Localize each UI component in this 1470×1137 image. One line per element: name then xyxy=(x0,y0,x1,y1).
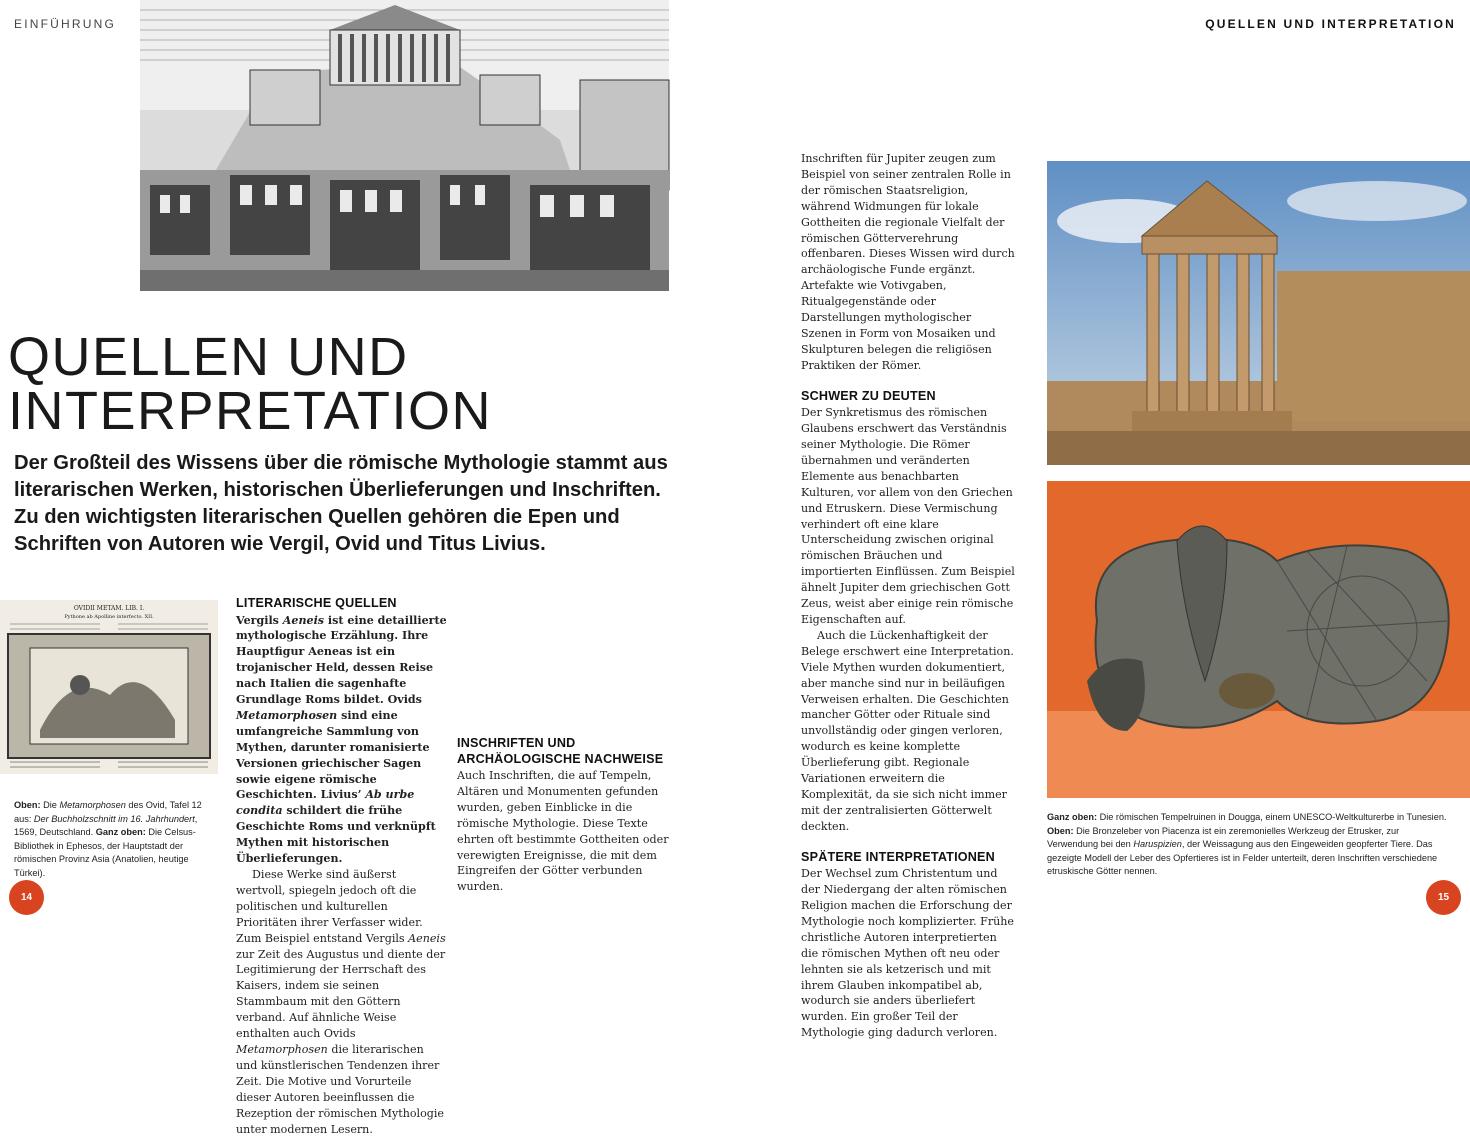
literarische-paragraph-1 xyxy=(236,613,448,868)
page-number-right: 15 xyxy=(1426,880,1461,915)
woodcut-subheader: Pythone ab Apolline interfecto. XII. xyxy=(64,614,154,620)
caption-text: Die Bronzeleber von Piacenza ist ein zeremonielles Werkzeug der Etrusker, zur Verwendung bei den xyxy=(1047,825,1400,849)
page-title-line2: INTERPRETATION xyxy=(8,381,493,441)
caption-left xyxy=(14,799,220,880)
text-run: ist eine detaillierte mythologische Erzählung. Ihre Hauptfigur Aeneas ist ein trojanischer Held, dessen Reise nach Italien die sagenhafte Grundlage Roms bildet. Ovids xyxy=(236,613,447,707)
caption-emphasis: Haruspizien xyxy=(1133,839,1182,849)
page-title-line1: QUELLEN UND xyxy=(8,327,409,387)
heading-inschriften: INSCHRIFTEN UND ARCHÄOLOGISCHE NACHWEISE xyxy=(457,736,664,766)
title-emphasis: Ab urbe condita xyxy=(236,788,415,818)
title-emphasis: Aeneis xyxy=(282,613,325,627)
caption-label: Oben: xyxy=(14,800,41,810)
column-3 xyxy=(801,151,1015,1041)
heading-spaetere-interpretationen: SPÄTERE INTERPRETATIONEN xyxy=(801,849,995,864)
caption-text: Die römischen Tempelruinen in Dougga, einem UNESCO-Weltkulturerbe in Tunesien. xyxy=(1097,812,1447,822)
caption-emphasis: Metamorphosen xyxy=(59,800,126,810)
spaetere-paragraph-1: Der Wechsel zum Christentum und der Niedergang der alten römischen Religion machen die Erforschung der Mythologie noch komplizierter. Frühe christliche Autoren interpretierten die römischen Mythen oft neu oder lehnten sie als ketzerisch und mit ihrem Glauben inkompatibel ab, wodurch sie anders überliefert wurden. Ein großer Teil der Mythologie ging dadurch verloren. xyxy=(801,867,1014,1040)
schwer-paragraph-1: Der Synkretismus des römischen Glaubens erschwert das Verständnis seiner Mythologie. Die Römer übernahmen und veränderten Elemente aus benachbarten Kulturen, vor allem von den Griechen und Etruskern. Diese Vermischung verhindert oft eine klare Unterscheidung zwischen original römischen Bräuchen und importierten Einflüssen. Zum Beispiel ähnelt Jupiter dem griechischen Gott Zeus, weist aber einige rein römische Eigenschaften auf. xyxy=(801,406,1015,626)
caption-text: , 1569, Deutschland. xyxy=(14,813,198,837)
bronze-liver-piacenza-photo xyxy=(1047,481,1470,798)
forum-engraving-image xyxy=(140,0,669,291)
text-run: Vergils xyxy=(236,613,283,627)
text-run: Diese Werke sind äußerst wertvoll, spiegeln jedoch oft die politischen und kulturellen Prioritäten ihrer Verfasser wider. Zum Beispiel entstand Vergils xyxy=(236,868,423,945)
text-run: schildert die frühe Geschichte Roms und verknüpft Mythen mit historischen Überlieferungen. xyxy=(236,804,436,866)
caption-text: Die xyxy=(40,800,60,810)
title-emphasis: Metamorphosen xyxy=(236,708,338,722)
title-emphasis: Metamorphosen xyxy=(236,1042,328,1056)
caption-text: Die Celsus-Bibliothek in Ephesos, der Hauptstadt der römischen Provinz Asia (Anatolien, heutige Türkei). xyxy=(14,827,196,878)
caption-right xyxy=(1047,811,1447,879)
inschriften-paragraph-2: Inschriften für Jupiter zeugen zum Beispiel von seiner zentralen Rolle in der römischen Staatsreligion, während Widmungen für lokale Gottheiten die regionale Vielfalt der römischen Götterverehrung offenbaren. Dieses Wissen wird durch archäologische Funde ergänzt. Artefakte wie Votivgaben, Ritualgegenstände oder Darstellungen mythologischer Szenen in Form von Mosaiken und Skulpturen belegen die religiösen Praktiken der Römer. xyxy=(801,152,1015,372)
text-run: sind eine umfangreiche Sammlung von Mythen, darunter romanisierte Versionen griechischer Sagen sowie eigene römische Geschichten. Livius’ xyxy=(236,708,430,802)
column-1 xyxy=(236,596,448,1137)
caption-text: des Ovid, Tafel 12 aus: xyxy=(14,800,202,824)
title-emphasis: Aeneis xyxy=(408,931,446,945)
page-number-left: 14 xyxy=(9,880,44,915)
running-head-right: QUELLEN UND INTERPRETATION xyxy=(1205,17,1456,31)
woodcut-metamorphosen-image xyxy=(0,600,218,774)
caption-emphasis: Der Buchholzschnitt im 16. Jahrhundert xyxy=(33,813,195,824)
page-title xyxy=(8,327,493,441)
column-2 xyxy=(457,596,669,895)
text-run: die literarischen und künstlerischen Tendenzen ihrer Zeit. Die Motive und Vorurteile dieser Autoren beeinflussen die Rezeption der römischen Mythologie unter modernen Lesern. xyxy=(236,1042,444,1136)
caption-text: , der Weissagung aus den Eingeweiden geopferter Tiere. Das gezeigte Modell der Leber des Opfertieres ist in Felder unterteilt, deren Inschriften verschiedene etruskische Götter nennen. xyxy=(1047,839,1438,876)
running-head-left: EINFÜHRUNG xyxy=(14,17,116,31)
caption-label: Ganz oben: xyxy=(1047,812,1098,822)
schwer-paragraph-2: Auch die Lückenhaftigkeit der Belege erschwert eine Interpretation. Viele Mythen wurden dokumentiert, aber manche sind nur in beiläufigen Verweisen erhalten. Die Geschichten mancher Götter oder Rituale sind unvollständig oder gingen verloren, wodurch es keine komplette Überlieferung gibt. Regionale Variationen erweitern die Komplexität, da sie sich nicht immer mit der zentralisierten Götterwelt deckten. xyxy=(801,628,1014,833)
caption-label: Ganz oben: xyxy=(95,827,146,837)
literarische-paragraph-2 xyxy=(236,867,448,1137)
lede-paragraph: Der Großteil des Wissens über die römische Mythologie stammt aus literarischen Werken, historischen Überlieferungen und Inschriften. Zu den wichtigsten literarischen Quellen gehören die Epen und Schriften von Autoren wie Vergil, Ovid und Titus Livius. xyxy=(14,452,668,555)
woodcut-header: OVIDII METAM. LIB. I. xyxy=(73,605,145,612)
inschriften-paragraph-1: Auch Inschriften, die auf Tempeln, Altären und Monumenten gefunden wurden, geben Einblicke in die römische Mythologie. Diese Texte ehrten oft bestimmte Gottheiten oder verewigten Ereignisse, die mit dem Eingreifen der Götter verbunden wurden. xyxy=(457,769,669,894)
caption-label: Oben: xyxy=(1047,825,1074,836)
text-run: zur Zeit des Augustus und diente der Legitimierung der Herrschaft des Kaisers, indem sie seinen Stammbaum mit den Göttern verband. Auf ähnliche Weise enthalten auch Ovids xyxy=(236,947,446,1041)
dougga-temple-photo xyxy=(1047,161,1470,465)
heading-literarische-quellen: LITERARISCHE QUELLEN xyxy=(236,596,397,610)
heading-schwer-zu-deuten: SCHWER ZU DEUTEN xyxy=(801,388,936,403)
